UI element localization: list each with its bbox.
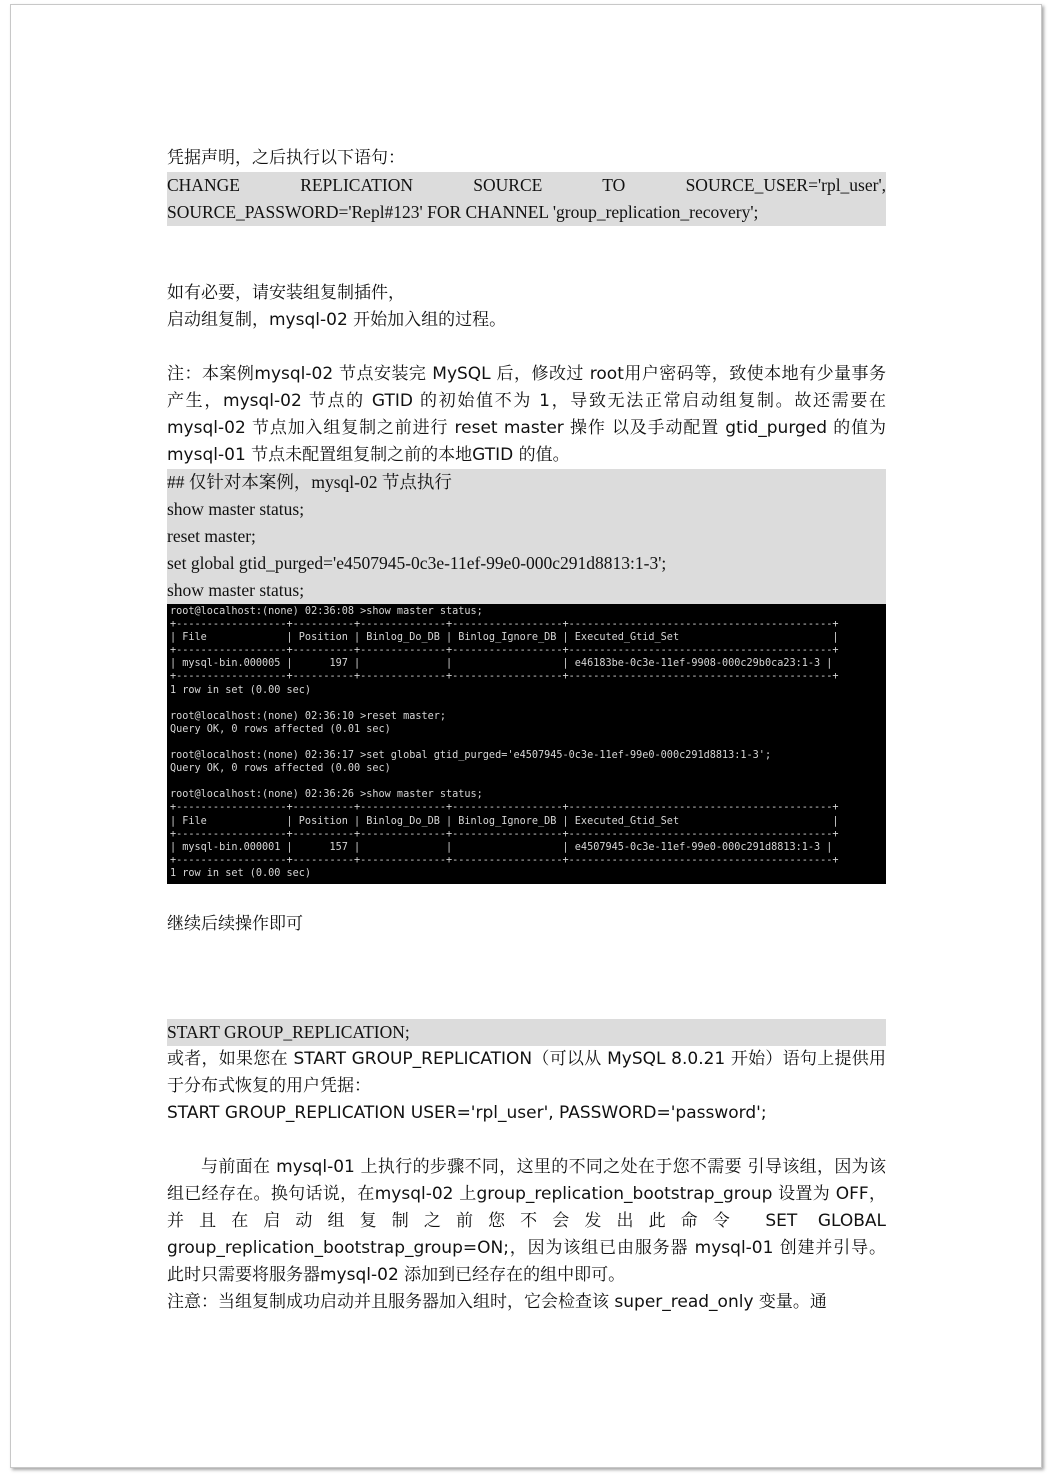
code-line: CHANGE REPLICATION SOURCE TO SOURCE_USER='rpl_user',: [167, 175, 886, 195]
paragraph-continue: 继续后续操作即可: [167, 914, 303, 934]
paragraph-note-gtid: 注：本案例mysql-02 节点安装完 MySQL 后，修改过 root用户密码等，致使本地有少量事务产生，mysql-02 节点的 GTID 的初始值不为 1，导致无法正常启动组复制。故还需要在 mysql-02 节点加入组复制之前进行 reset master 操作 以及手动配置 gtid_purged 的值为mysql-01 节点未配置组复制之前的本地GTID 的值。: [167, 364, 886, 465]
code-line: show master status;: [167, 499, 305, 519]
code-line: START GROUP_REPLICATION;: [167, 1022, 410, 1042]
paragraph-super-read-only-note: 注意：当组复制成功启动并且服务器加入组时，它会检查该 super_read_only 变量。通: [167, 1292, 827, 1312]
paragraph-credentials-intro: 凭据声明，之后执行以下语句：: [167, 148, 405, 168]
paragraph-install-plugin: 如有必要，请安装组复制插件，: [167, 283, 405, 303]
document-page: [10, 4, 1042, 1468]
code-block-start-group-replication: [167, 1019, 886, 1046]
paragraph-alternative: 或者，如果您在 START GROUP_REPLICATION（可以从 MySQL 8.0.21 开始）语句上提供用于分布式恢复的用户凭据：: [167, 1049, 886, 1096]
code-block-reset-master: [167, 469, 886, 604]
paragraph-start-replication: 启动组复制，mysql-02 开始加入组的过程。: [167, 310, 507, 330]
paragraph-start-with-credentials: START GROUP_REPLICATION USER='rpl_user', PASSWORD='password';: [167, 1103, 767, 1123]
paragraph-bootstrap-explanation: 与前面在 mysql-01 上执行的步骤不同，这里的不同之处在于您不需要 引导该组，因为该组已经存在。换句话说，在mysql-02 上group_replication_bootstrap_group 设置为 OFF，并且在启动组复制之前您不会发出此命令 SET GLOBAL group_replication_bootstrap_group=ON;，因为该组已由服务器 mysql-01 创建并引导。此时只需要将服务器mysql-02 添加到已经存在的组中即可。: [167, 1157, 886, 1285]
code-block-change-replication: [167, 172, 886, 226]
code-line: reset master;: [167, 526, 256, 546]
code-line: show master status;: [167, 580, 305, 600]
code-line: SOURCE_PASSWORD='Repl#123' FOR CHANNEL 'group_replication_recovery';: [167, 202, 759, 222]
page-content: [167, 145, 886, 1316]
code-line: ## 仅针对本案例，mysql-02 节点执行: [167, 472, 452, 492]
terminal-screenshot: root@localhost:(none) 02:36:08 >show master status; +------------------+----------+--------------+------------------+-------------------------------------------+ | File | Position | Binlog_Do_DB | Binlog_Ignore_DB | Executed_Gtid_Set | +------------------+----------+--------------+------------------+-------------------------------------------+ | mysql-bin.000005 | 197 | | | e46183be-0c3e-11ef-9908-000c29b0ca23:1-3 | +------------------+----------+--------------+------------------+-------------------------------------------+ 1 row in set (0.00 sec) root@localhost:(none) 02:36:10 >reset master; Query OK, 0 rows affected (0.01 sec) root@localhost:(none) 02:36:17 >set global gtid_purged='e4507945-0c3e-11ef-99e0-000c291d8813:1-3'; Query OK, 0 rows affected (0.00 sec) root@localhost:(none) 02:36:26 >show master status; +------------------+----------+--------------+------------------+-------------------------------------------+ | File | Position | Binlog_Do_DB | Binlog_Ignore_DB | Executed_Gtid_Set | +------------------+----------+--------------+------------------+-------------------------------------------+ | mysql-bin.000001 | 157 | | | e4507945-0c3e-11ef-99e0-000c291d8813:1-3 | +------------------+----------+--------------+------------------+-------------------------------------------+ 1 row in set (0.00 sec): [167, 604, 886, 884]
code-line: set global gtid_purged='e4507945-0c3e-11ef-99e0-000c291d8813:1-3';: [167, 553, 667, 573]
